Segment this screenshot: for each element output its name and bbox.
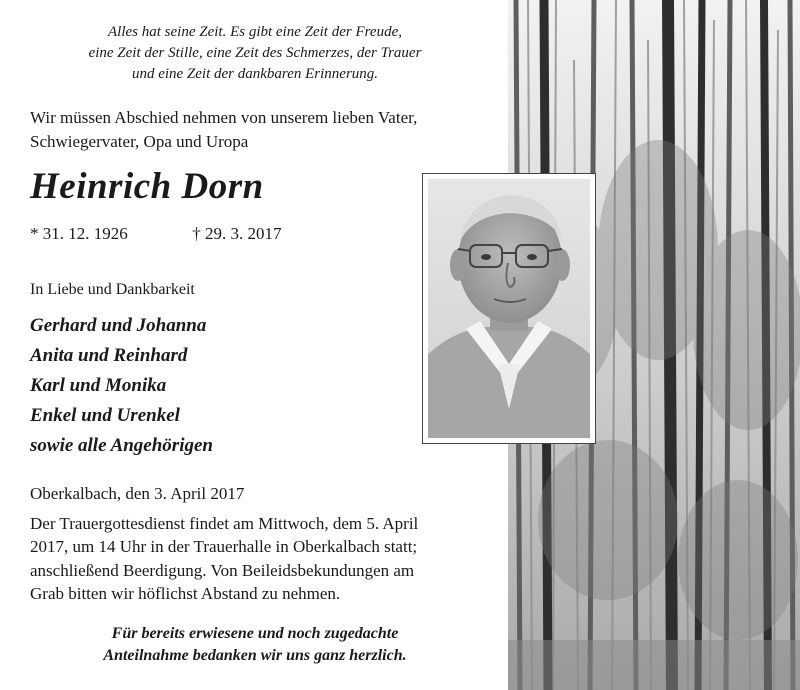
mourner-name: Enkel und Urenkel — [30, 405, 180, 426]
mourners-list — [30, 311, 213, 461]
intro-line: Schwiegervater, Opa und Uropa — [30, 132, 249, 151]
life-dates — [30, 224, 282, 244]
motto-verse — [20, 22, 490, 85]
closing-line: Für bereits erwiesene und noch zugedachte — [111, 625, 399, 642]
closing-thanks — [20, 623, 490, 667]
service-line: anschließend Beerdigung. Von Beileidsbekundungen am — [30, 560, 415, 580]
service-line: Der Trauergottesdienst findet am Mittwoch, dem 5. April — [30, 514, 419, 533]
death-date: † 29. 3. 2017 — [192, 224, 282, 243]
portrait-photo — [422, 173, 596, 444]
birth-date: * 31. 12. 1926 — [30, 224, 128, 243]
mourner-name: sowie alle Angehörigen — [30, 435, 213, 456]
motto-line: und eine Zeit der dankbaren Erinnerung. — [131, 66, 379, 82]
motto-line: Alles hat seine Zeit. Es gibt eine Zeit der Freude, — [108, 24, 402, 40]
motto-line: eine Zeit der Stille, eine Zeit des Schmerzes, der Trauer — [88, 45, 422, 61]
mourner-name: Anita und Reinhard — [30, 345, 188, 366]
funeral-service-info — [30, 512, 418, 605]
closing-line: Anteilnahme bedanken wir uns ganz herzlich. — [103, 647, 407, 664]
deceased-name: Heinrich Dorn — [30, 166, 264, 207]
mourners-heading: In Liebe und Dankbarkeit — [30, 281, 195, 298]
mourner-name: Gerhard und Johanna — [30, 315, 207, 336]
mourner-name: Karl und Monika — [30, 375, 167, 396]
intro-line: Wir müssen Abschied nehmen von unserem lieben Vater, — [30, 108, 418, 127]
place-and-date: Oberkalbach, den 3. April 2017 — [30, 484, 245, 503]
intro-text — [30, 106, 500, 154]
service-line: 2017, um 14 Uhr in der Trauerhalle in Oberkalbach statt; — [30, 537, 418, 557]
service-line: Grab bitten wir höflichst Abstand zu nehmen. — [30, 583, 341, 603]
